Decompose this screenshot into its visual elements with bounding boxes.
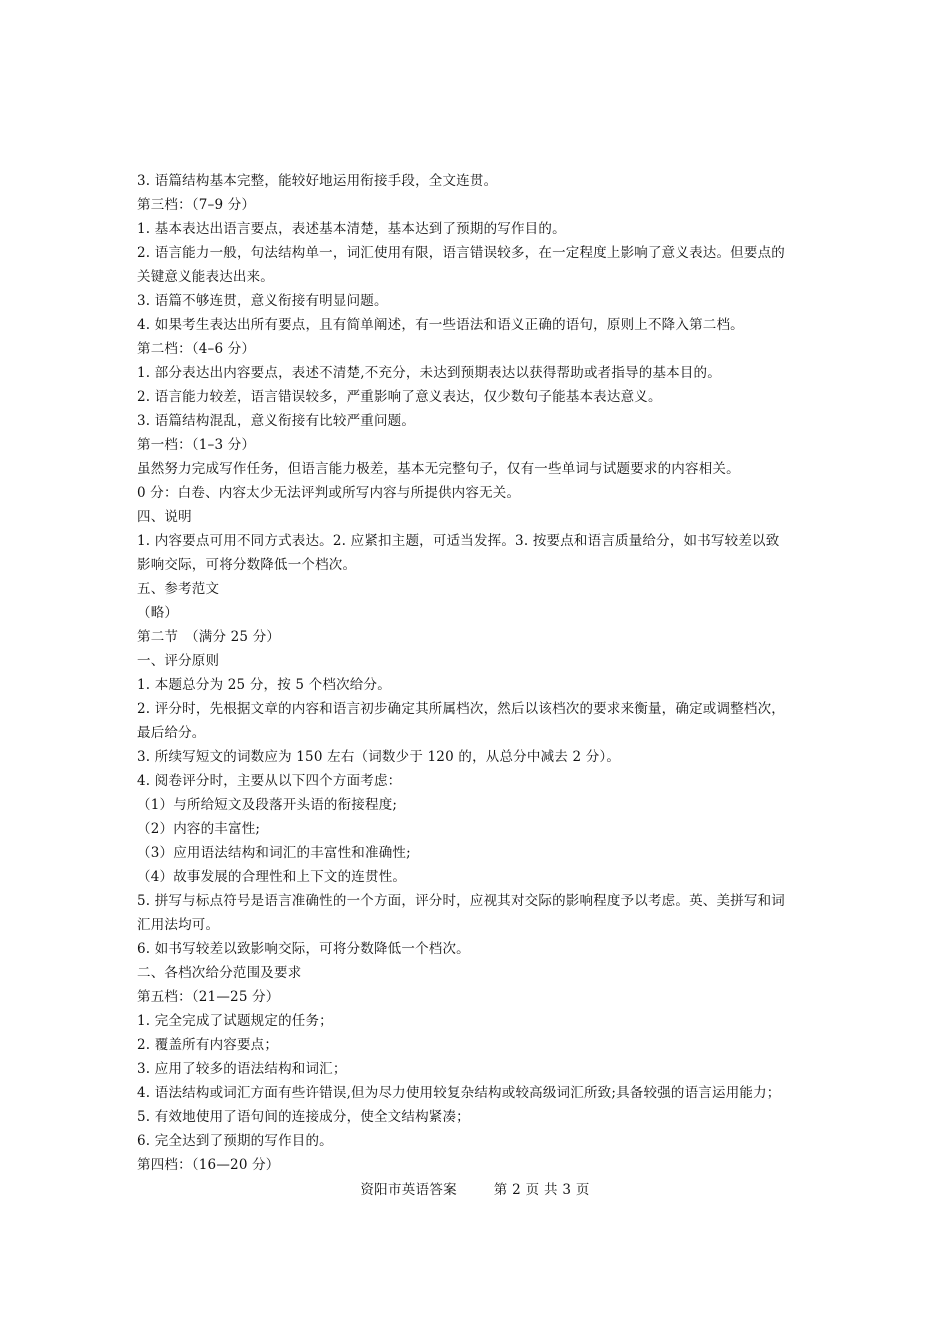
- text-line: 2. 覆盖所有内容要点；: [137, 1037, 279, 1053]
- text-line: （2）内容的丰富性;: [137, 821, 261, 837]
- document-body: [137, 169, 817, 1177]
- text-line: 第三档：（7–9 分）: [137, 197, 256, 213]
- text-line: 6. 如书写较差以致影响交际，可将分数降低一个档次。: [137, 941, 470, 957]
- text-line: 5. 拼写与标点符号是语言准确性的一个方面，评分时，应视其对交际的影响程度予以考虑。英、美拼写和词: [137, 893, 785, 909]
- text-line: 五、参考范文: [137, 581, 220, 597]
- text-line: 虽然努力完成写作任务，但语言能力极差，基本无完整句子，仅有一些单词与试题要求的内容相关。: [137, 461, 740, 477]
- page-footer: [0, 1180, 950, 1200]
- text-line: 关键意义能表达出来。: [137, 269, 274, 285]
- text-line: 0 分：白卷、内容太少无法评判或所写内容与所提供内容无关。: [137, 485, 521, 501]
- text-line: （略）: [137, 605, 179, 621]
- footer-title: 资阳市英语答案: [360, 1182, 457, 1198]
- text-line: 二、各档次给分范围及要求: [137, 965, 302, 981]
- text-line: 3. 语篇不够连贯，意义衔接有明显问题。: [137, 293, 388, 309]
- text-line: 第四档：（16—20 分）: [137, 1157, 280, 1173]
- text-line: 6. 完全达到了预期的写作目的。: [137, 1133, 333, 1149]
- text-line: 3. 语篇结构基本完整，能较好地运用衔接手段，全文连贯。: [137, 173, 498, 189]
- text-line: 汇用法均可。: [137, 917, 220, 933]
- text-line: 第二节 （满分 25 分）: [137, 629, 281, 645]
- text-line: 4. 语法结构或词汇方面有些许错误,但为尽力使用较复杂结构或较高级词汇所致;具备较强的语言运用能力；: [137, 1085, 781, 1101]
- text-line: 第五档：（21—25 分）: [137, 989, 280, 1005]
- text-line: 2. 语言能力较差，语言错误较多，严重影响了意义表达，仅少数句子能基本表达意义。: [137, 389, 662, 405]
- text-line: 第一档：（1–3 分）: [137, 437, 256, 453]
- text-line: 四、说明: [137, 509, 192, 525]
- text-line: 一、评分原则: [137, 653, 220, 669]
- text-line: 2. 语言能力一般，句法结构单一，词汇使用有限，语言错误较多，在一定程度上影响了意义表达。但要点的: [137, 245, 785, 261]
- text-line: 最后给分。: [137, 725, 206, 741]
- text-line: 4. 如果考生表达出所有要点，且有简单阐述，有一些语法和语义正确的语句，原则上不降入第二档。: [137, 317, 744, 333]
- text-line: 第二档：（4–6 分）: [137, 341, 256, 357]
- text-line: 1. 部分表达出内容要点，表述不清楚,不充分，未达到预期表达以获得帮助或者指导的基本目的。: [137, 365, 721, 381]
- text-line: （4）故事发展的合理性和上下文的连贯性。: [137, 869, 407, 885]
- text-line: 5. 有效地使用了语句间的连接成分，使全文结构紧凑；: [137, 1109, 470, 1125]
- text-line: 2. 评分时，先根据文章的内容和语言初步确定其所属档次，然后以该档次的要求来衡量，确定或调整档次，: [137, 701, 785, 717]
- text-line: 1. 完全完成了试题规定的任务；: [137, 1013, 333, 1029]
- text-line: 1. 基本表达出语言要点，表述基本清楚，基本达到了预期的写作目的。: [137, 221, 566, 237]
- text-line: 影响交际，可将分数降低一个档次。: [137, 557, 357, 573]
- text-line: 3. 语篇结构混乱，意义衔接有比较严重问题。: [137, 413, 416, 429]
- text-line: （1）与所给短文及段落开头语的衔接程度;: [137, 797, 398, 813]
- text-line: （3）应用语法结构和词汇的丰富性和准确性;: [137, 845, 411, 861]
- text-line: 1. 本题总分为 25 分，按 5 个档次给分。: [137, 677, 391, 693]
- text-line: 3. 应用了较多的语法结构和词汇；: [137, 1061, 347, 1077]
- text-line: 3. 所续写短文的词数应为 150 左右（词数少于 120 的，从总分中减去 2 分）。: [137, 749, 621, 765]
- text-line: 1. 内容要点可用不同方式表达。2. 应紧扣主题，可适当发挥。3. 按要点和语言质量给分，如书写较差以致: [137, 533, 780, 549]
- text-line: 4. 阅卷评分时，主要从以下四个方面考虑：: [137, 773, 402, 789]
- footer-page-number: 第 2 页 共 3 页: [493, 1182, 590, 1198]
